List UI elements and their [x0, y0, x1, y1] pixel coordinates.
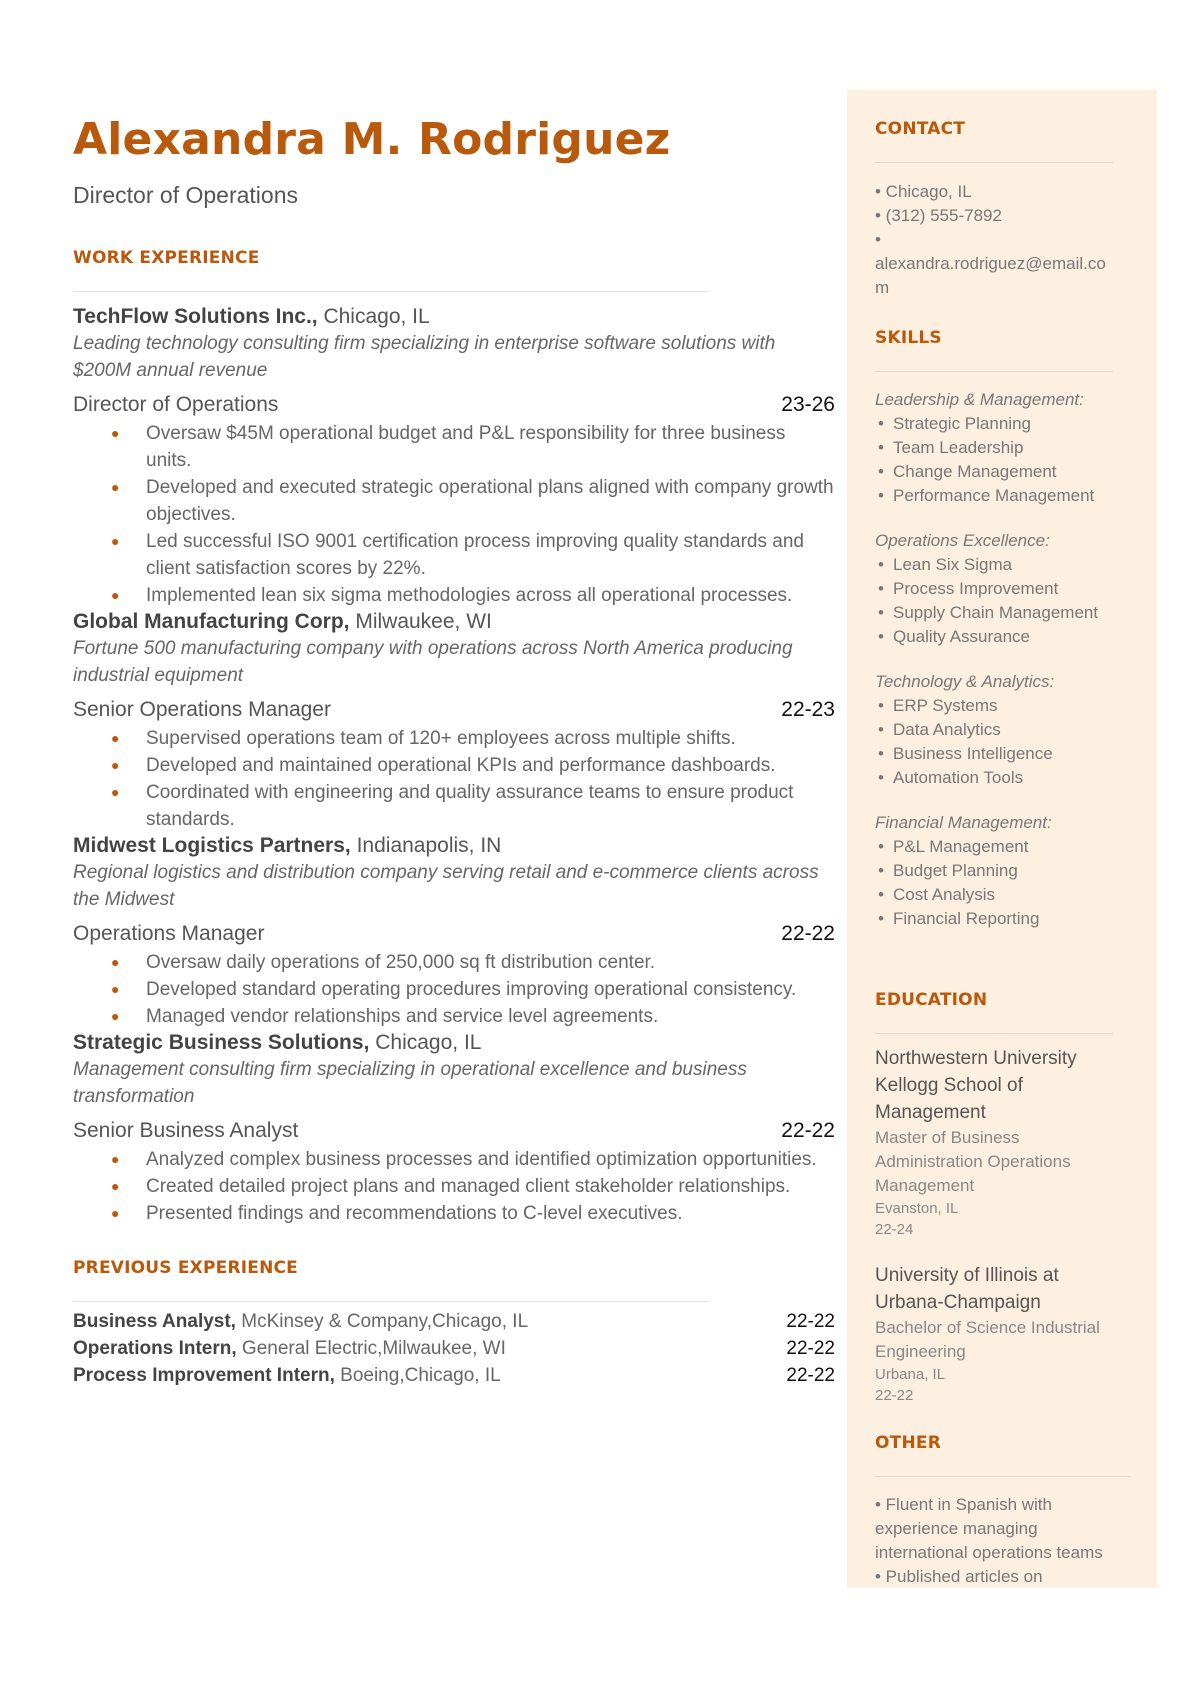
previous-role: Operations Intern,	[73, 1338, 237, 1359]
position-line	[73, 1118, 835, 1144]
section-divider	[875, 1033, 1113, 1034]
position-line	[73, 392, 835, 418]
company-description: Regional logistics and distribution company serving retail and e-commerce clients across the Midwest	[73, 862, 819, 910]
work-experience-heading: WORK EXPERIENCE	[73, 248, 260, 268]
position-line	[73, 921, 835, 947]
achievement-item: ● Coordinated with engineering and quality assurance teams to ensure product standards.	[73, 779, 835, 833]
previous-dates: 22-22	[786, 1311, 835, 1332]
skill-item: • Data Analytics	[875, 718, 1131, 742]
achievement-item: ● Oversaw $45M operational budget and P&L responsibility for three business units.	[73, 420, 835, 474]
company-name: Midwest Logistics Partners,	[73, 834, 351, 857]
company-name: Strategic Business Solutions,	[73, 1031, 370, 1054]
section-divider	[73, 1301, 709, 1302]
job-entry	[73, 833, 835, 1030]
previous-role: Business Analyst,	[73, 1311, 236, 1332]
contact-email-wrap: m	[875, 278, 890, 297]
position-dates: 22-22	[781, 1119, 835, 1142]
candidate-name: Alexandra M. Rodriguez	[73, 114, 671, 165]
company-description: Fortune 500 manufacturing company with operations across North America producing industrial equipment	[73, 638, 793, 686]
company-description: Management consulting firm specializing in operational excellence and business transformation	[73, 1059, 747, 1107]
previous-experience-list	[73, 1308, 835, 1389]
achievement-item: ● Implemented lean six sigma methodologies across all operational processes.	[73, 582, 835, 609]
school-location: Evanston, IL	[875, 1200, 959, 1217]
company-name: TechFlow Solutions Inc.,	[73, 305, 318, 328]
achievement-list	[73, 949, 835, 1030]
achievement-item: ● Created detailed project plans and managed client stakeholder relationships.	[73, 1173, 835, 1200]
company-line	[73, 304, 835, 330]
achievement-item: ● Developed and maintained operational KPIs and performance dashboards.	[73, 752, 835, 779]
position-dates: 22-23	[781, 698, 835, 721]
contact-city: • Chicago, IL	[875, 182, 972, 201]
school-name: University of Illinois at Urbana-Champaign	[875, 1265, 1059, 1313]
position-dates: 22-22	[781, 922, 835, 945]
skill-item: • Business Intelligence	[875, 742, 1131, 766]
school-location: Urbana, IL	[875, 1366, 946, 1383]
company-line	[73, 609, 835, 635]
skill-item: • Automation Tools	[875, 766, 1131, 790]
other-heading: OTHER	[875, 1433, 941, 1453]
skill-category: Operations Excellence:	[875, 531, 1050, 550]
achievement-item: ● Presented findings and recommendations to C-level executives.	[73, 1200, 835, 1227]
other-item: • Published articles on	[875, 1567, 1043, 1586]
contact-email-bullet: •	[875, 230, 881, 249]
skills-heading: SKILLS	[875, 328, 942, 348]
skill-item: • Supply Chain Management	[875, 601, 1131, 625]
skill-list	[875, 835, 1131, 931]
skill-item: • Process Improvement	[875, 577, 1131, 601]
skill-item: • Change Management	[875, 460, 1131, 484]
skill-group	[875, 670, 1131, 790]
main-column	[73, 112, 835, 1389]
achievement-item: ● Developed standard operating procedures improving operational consistency.	[73, 976, 835, 1003]
achievement-item: ● Oversaw daily operations of 250,000 sq ft distribution center.	[73, 949, 835, 976]
section-divider	[875, 162, 1113, 163]
degree-name: Bachelor of Science Industrial Engineering	[875, 1318, 1100, 1361]
skill-category: Technology & Analytics:	[875, 672, 1055, 691]
skill-list	[875, 553, 1131, 649]
other-item: • Fluent in Spanish with experience managing international operations teams	[875, 1495, 1103, 1562]
previous-detail: Boeing,Chicago, IL	[334, 1365, 501, 1386]
skill-item: • ERP Systems	[875, 694, 1131, 718]
skill-item: • Cost Analysis	[875, 883, 1131, 907]
achievement-item: ● Supervised operations team of 120+ employees across multiple shifts.	[73, 725, 835, 752]
company-name: Global Manufacturing Corp,	[73, 610, 350, 633]
skill-item: • Budget Planning	[875, 859, 1131, 883]
company-line	[73, 833, 835, 859]
degree-name: Master of Business Administration Operations Management	[875, 1128, 1071, 1195]
section-divider	[73, 291, 709, 292]
job-entry	[73, 609, 835, 833]
company-location: Indianapolis, IN	[350, 834, 502, 857]
achievement-list	[73, 420, 835, 609]
skill-group	[875, 388, 1131, 508]
company-location: Chicago, IL	[317, 305, 430, 328]
job-entry	[73, 1030, 835, 1227]
contact-phone: • (312) 555-7892	[875, 206, 1002, 225]
education-entry	[875, 1045, 1131, 1240]
position-title: Director of Operations	[73, 393, 279, 416]
achievement-item: ● Led successful ISO 9001 certification process improving quality standards and client satisfaction scores by 22%.	[73, 528, 835, 582]
other-list	[875, 1493, 1131, 1589]
job-entry	[73, 304, 835, 609]
skill-list	[875, 694, 1131, 790]
previous-role: Process Improvement Intern,	[73, 1365, 335, 1386]
previous-dates: 22-22	[786, 1338, 835, 1359]
education-heading: EDUCATION	[875, 990, 988, 1010]
previous-detail: General Electric,Milwaukee, WI	[236, 1338, 506, 1359]
skill-item: • Financial Reporting	[875, 907, 1131, 931]
skill-list	[875, 412, 1131, 508]
skill-item: • P&L Management	[875, 835, 1131, 859]
company-location: Milwaukee, WI	[349, 610, 492, 633]
achievement-list	[73, 1146, 835, 1227]
skill-group	[875, 811, 1131, 931]
position-title: Senior Business Analyst	[73, 1119, 299, 1142]
previous-row	[73, 1362, 835, 1389]
achievement-item: ● Managed vendor relationships and service level agreements.	[73, 1003, 835, 1030]
candidate-role: Director of Operations	[73, 182, 298, 208]
education-dates: 22-24	[875, 1221, 914, 1238]
contact-email[interactable]: alexandra.rodriguez@email.co	[875, 254, 1106, 273]
skill-group	[875, 529, 1131, 649]
achievement-list	[73, 725, 835, 833]
position-title: Operations Manager	[73, 922, 265, 945]
achievement-item: ● Developed and executed strategic operational plans aligned with company growth objectives.	[73, 474, 835, 528]
sidebar-content	[875, 118, 1131, 1589]
company-location: Chicago, IL	[369, 1031, 482, 1054]
previous-detail: McKinsey & Company,Chicago, IL	[235, 1311, 529, 1332]
education-dates: 22-22	[875, 1387, 914, 1404]
company-line	[73, 1030, 835, 1056]
education-entry	[875, 1262, 1131, 1406]
skill-item: • Team Leadership	[875, 436, 1131, 460]
school-name: Northwestern University Kellogg School of Management	[875, 1048, 1077, 1123]
skill-item: • Strategic Planning	[875, 412, 1131, 436]
contact-heading: CONTACT	[875, 119, 966, 139]
section-divider	[875, 371, 1113, 372]
position-dates: 23-26	[781, 393, 835, 416]
contact-list	[875, 180, 1131, 300]
position-line	[73, 697, 835, 723]
achievement-item: ● Analyzed complex business processes and identified optimization opportunities.	[73, 1146, 835, 1173]
skill-item: • Performance Management	[875, 484, 1131, 508]
previous-dates: 22-22	[786, 1365, 835, 1386]
section-divider	[875, 1476, 1131, 1477]
previous-experience-heading: PREVIOUS EXPERIENCE	[73, 1258, 298, 1278]
skill-category: Financial Management:	[875, 813, 1052, 832]
previous-row	[73, 1335, 835, 1362]
position-title: Senior Operations Manager	[73, 698, 331, 721]
previous-row	[73, 1308, 835, 1335]
skill-item: • Lean Six Sigma	[875, 553, 1131, 577]
company-description: Leading technology consulting firm specializing in enterprise software solutions with $200M annual revenue	[73, 333, 776, 381]
skill-item: • Quality Assurance	[875, 625, 1131, 649]
skill-category: Leadership & Management:	[875, 390, 1084, 409]
sidebar	[847, 90, 1157, 1588]
